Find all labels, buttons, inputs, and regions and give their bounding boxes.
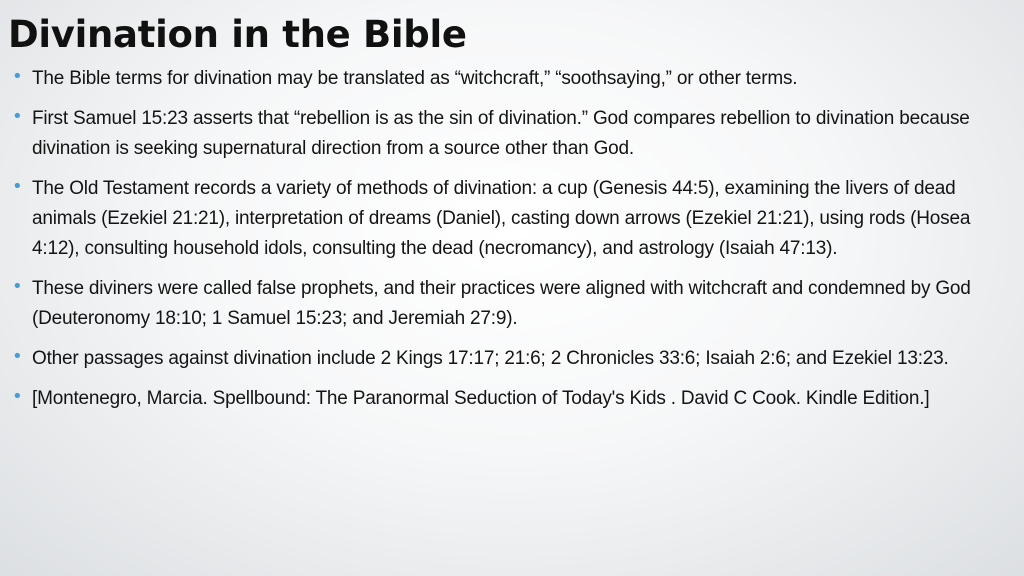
bullet-item — [12, 384, 1018, 414]
bullet-item — [12, 104, 1018, 164]
bullet-item — [12, 344, 1018, 374]
bullet-dot-icon: • — [12, 106, 23, 127]
bullet-dot-icon: • — [12, 176, 23, 197]
bullet-item — [12, 274, 1018, 334]
bullet-dot-icon: • — [12, 386, 23, 407]
bullet-list — [12, 64, 1018, 424]
bullet-text: First Samuel 15:23 asserts that “rebellion is as the sin of divination.” God compares rebellion to divination because divination is seeking supernatural direction from a source other than God. — [32, 108, 970, 159]
bullet-text: [Montenegro, Marcia. Spellbound: The Paranormal Seduction of Today's Kids . David C Cook. Kindle Edition.] — [32, 388, 930, 409]
bullet-text: Other passages against divination include 2 Kings 17:17; 21:6; 2 Chronicles 33:6; Isaiah 2:6; and Ezekiel 13:23. — [32, 348, 949, 369]
bullet-dot-icon: • — [12, 346, 23, 367]
bullet-dot-icon: • — [12, 276, 23, 297]
bullet-text: The Old Testament records a variety of methods of divination: a cup (Genesis 44:5), examining the livers of dead animals (Ezekiel 21:21), interpretation of dreams (Daniel), casting down arrows (Ezekiel 21:21), using rods (Hosea 4:12), consulting household idols, consulting the dead (necromancy), and astrology (Isaiah 47:13). — [32, 178, 971, 259]
bullet-dot-icon: • — [12, 66, 23, 87]
bullet-text: These diviners were called false prophets, and their practices were aligned with witchcraft and condemned by God (Deuteronomy 18:10; 1 Samuel 15:23; and Jeremiah 27:9). — [32, 278, 971, 329]
bullet-text: The Bible terms for divination may be translated as “witchcraft,” “soothsaying,” or other terms. — [32, 68, 798, 89]
bullet-item — [12, 64, 1018, 94]
bullet-item — [12, 174, 1018, 264]
slide-title: Divination in the Bible — [8, 13, 467, 56]
